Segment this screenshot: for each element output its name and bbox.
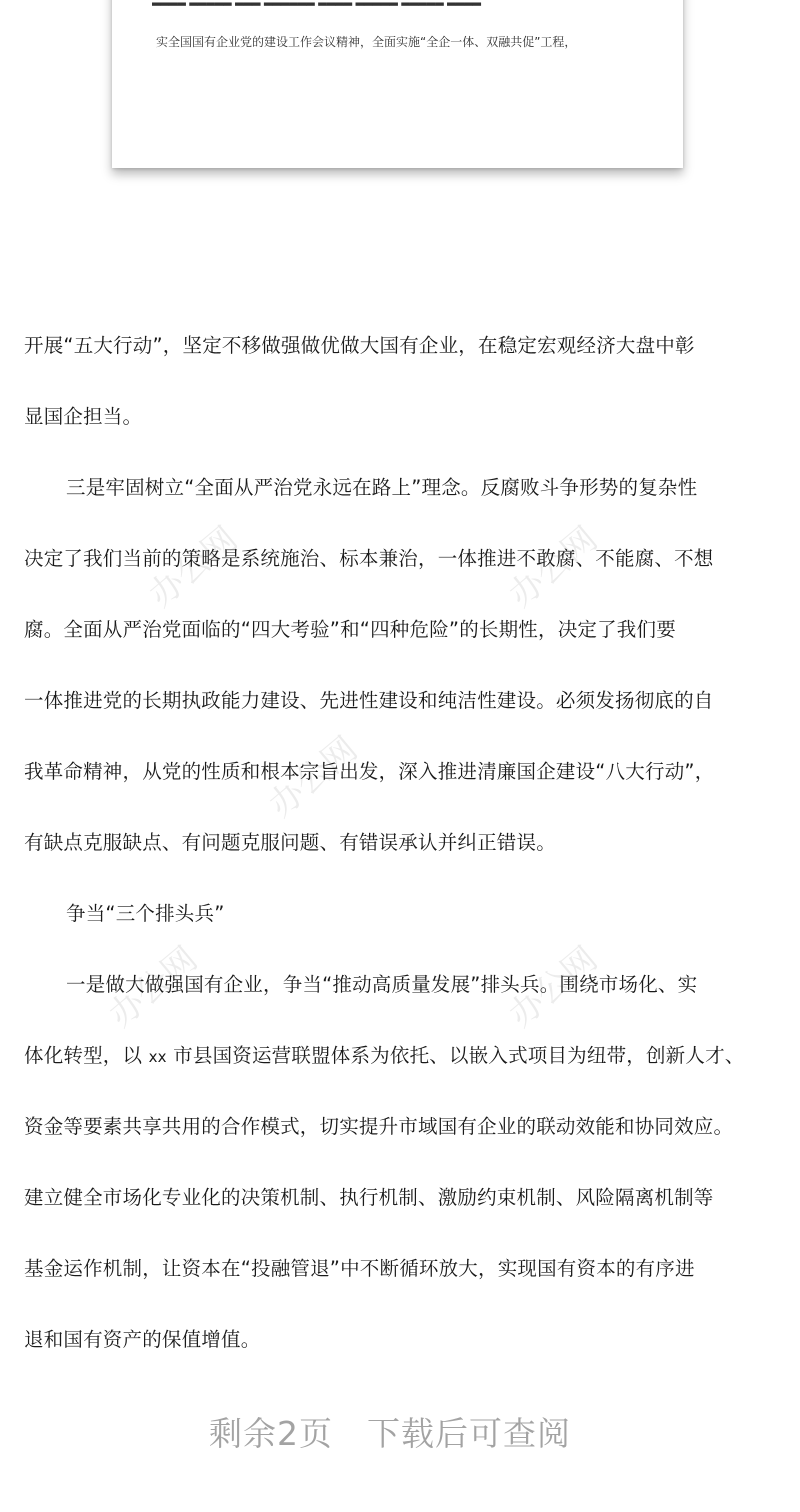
body-line: 显国企担当。	[24, 405, 143, 428]
body-line: 决定了我们当前的策略是系统施治、标本兼治，一体推进不敢腐、不能腐、不想	[24, 547, 714, 570]
watermark: 办公网	[501, 939, 606, 1036]
download-to-view-text: 下载后可查阅	[367, 1414, 571, 1453]
body-line: 基金运作机制，让资本在“投融管退”中不断循环放大，实现国有资本的有序进	[24, 1257, 695, 1280]
preview-cut-text	[152, 0, 481, 6]
body-line: 一是做大做强国有企业，争当“推动高质量发展”排头兵。围绕市场化、实	[66, 973, 698, 996]
body-line: 三是牢固树立“全面从严治党永远在路上”理念。反腐败斗争形势的复杂性	[66, 476, 698, 499]
body-line: 建立健全市场化专业化的决策机制、执行机制、激励约束机制、风险隔离机制等	[24, 1186, 714, 1209]
preview-text-line: 实全国国有企业党的建设工作会议精神，全面实施“全企一体、双融共促”工程，	[156, 35, 577, 49]
body-line: 资金等要素共享共用的合作模式，切实提升市域国有企业的联动效能和协同效应。	[24, 1115, 734, 1138]
body-line-part: 市县国资运营联盟体系为依托、以嵌入式项目为纽带，创新人才、	[166, 1044, 745, 1067]
body-line-part: 体化转型，以	[24, 1044, 149, 1067]
watermark: 办公网	[501, 519, 606, 616]
body-line: 腐。全面从严治党面临的“四大考验”和“四种危险”的长期性，决定了我们要	[24, 618, 676, 641]
watermark: 办公网	[141, 519, 246, 616]
download-prompt[interactable]	[0, 1408, 780, 1455]
body-line: 我革命精神，从党的性质和根本宗旨出发，深入推进清廉国企建设“八大行动”，	[24, 760, 715, 783]
document-body	[24, 310, 784, 1375]
body-line: 有缺点克服缺点、有问题克服问题、有错误承认并纠正错误。	[24, 831, 556, 854]
body-line: 一体推进党的长期执政能力建设、先进性建设和纯洁性建设。必须发扬彻底的自	[24, 689, 714, 712]
body-line: 开展“五大行动”，坚定不移做强做优做大国有企业，在稳定宏观经济大盘中彰	[24, 334, 695, 357]
body-line: 退和国有资产的保值增值。	[24, 1328, 261, 1351]
watermark: 办公网	[261, 729, 366, 826]
body-line	[24, 1020, 784, 1091]
watermark: 办公网	[101, 939, 206, 1036]
preview-cut-line	[152, 0, 642, 10]
page-preview-card	[112, 0, 683, 168]
body-line: 争当“三个排头兵”	[66, 902, 225, 925]
remaining-pages-text: 剩余2页	[209, 1414, 333, 1453]
placeholder-xx: xx	[148, 1048, 167, 1066]
